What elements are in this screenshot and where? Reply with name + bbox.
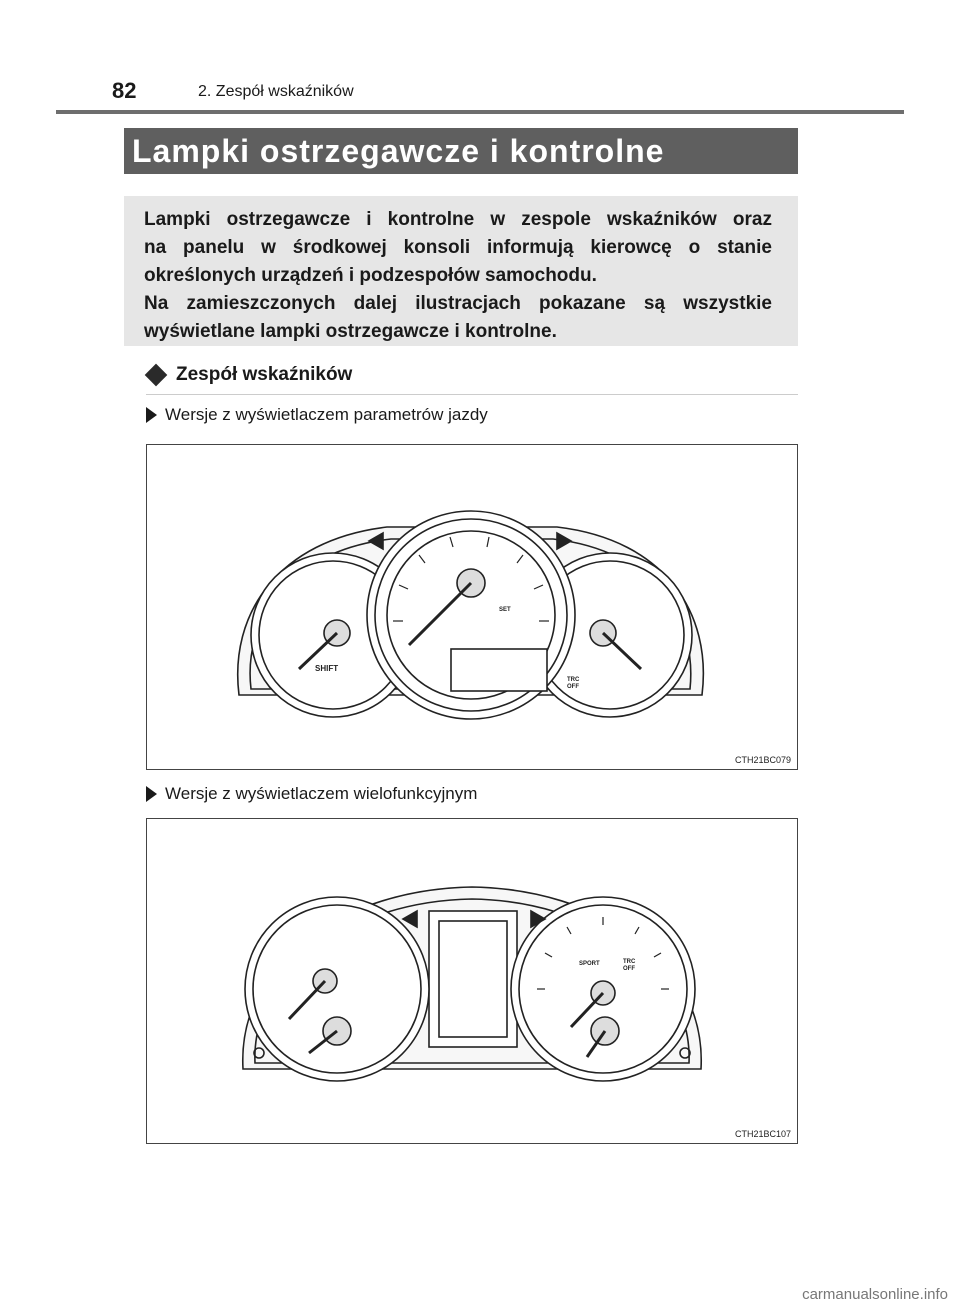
variant-label-1 bbox=[146, 405, 488, 425]
cluster-illustration-2 bbox=[147, 819, 797, 1143]
intro-box bbox=[124, 196, 798, 346]
intro-line: Lampki ostrzegawcze i kontrolne w zespole wskaźników oraz bbox=[144, 209, 772, 230]
trc-label: TRC bbox=[567, 677, 580, 683]
header-rule bbox=[56, 110, 904, 114]
cluster-illustration-1 bbox=[147, 445, 797, 769]
variant-label-text: Wersje z wyświetlaczem wielofunkcyjnym bbox=[165, 784, 478, 803]
section-title: 2. Zespół wskaźników bbox=[198, 83, 354, 100]
figure-code-2: CTH21BC107 bbox=[734, 1129, 791, 1139]
intro-line: określonych urządzeń i podzespołów samochodu. bbox=[144, 265, 597, 286]
subheading-rule bbox=[146, 394, 798, 395]
set-label: SET bbox=[499, 607, 511, 613]
off-label: OFF bbox=[567, 684, 579, 690]
figure-cluster-2 bbox=[146, 818, 798, 1144]
variant-label-text: Wersje z wyświetlaczem parametrów jazdy bbox=[165, 405, 488, 424]
shift-label: SHIFT bbox=[315, 664, 339, 673]
intro-line: na panelu w środkowej konsoli informują kierowcę o stanie bbox=[144, 237, 772, 258]
footer-watermark: carmanualsonline.info bbox=[802, 1286, 948, 1303]
sport-label: SPORT bbox=[579, 961, 600, 967]
subheading-text: Zespół wskaźników bbox=[176, 364, 353, 385]
figure-code-1: CTH21BC079 bbox=[734, 755, 791, 765]
off-label: OFF bbox=[623, 966, 635, 972]
trc-label: TRC bbox=[623, 959, 636, 965]
variant-label-2 bbox=[146, 784, 477, 804]
figure-cluster-1 bbox=[146, 444, 798, 770]
triangle-bullet-icon bbox=[146, 786, 157, 802]
subheading bbox=[148, 364, 352, 386]
intro-line: Na zamieszczonych dalej ilustracjach pokazane są wszystkie bbox=[144, 293, 772, 314]
triangle-bullet-icon bbox=[146, 407, 157, 423]
diamond-bullet-icon bbox=[145, 364, 168, 387]
page-title: Lampki ostrzegawcze i kontrolne bbox=[124, 128, 798, 174]
page-number: 82 bbox=[112, 78, 137, 103]
intro-line: wyświetlane lampki ostrzegawcze i kontrolne. bbox=[144, 321, 557, 342]
